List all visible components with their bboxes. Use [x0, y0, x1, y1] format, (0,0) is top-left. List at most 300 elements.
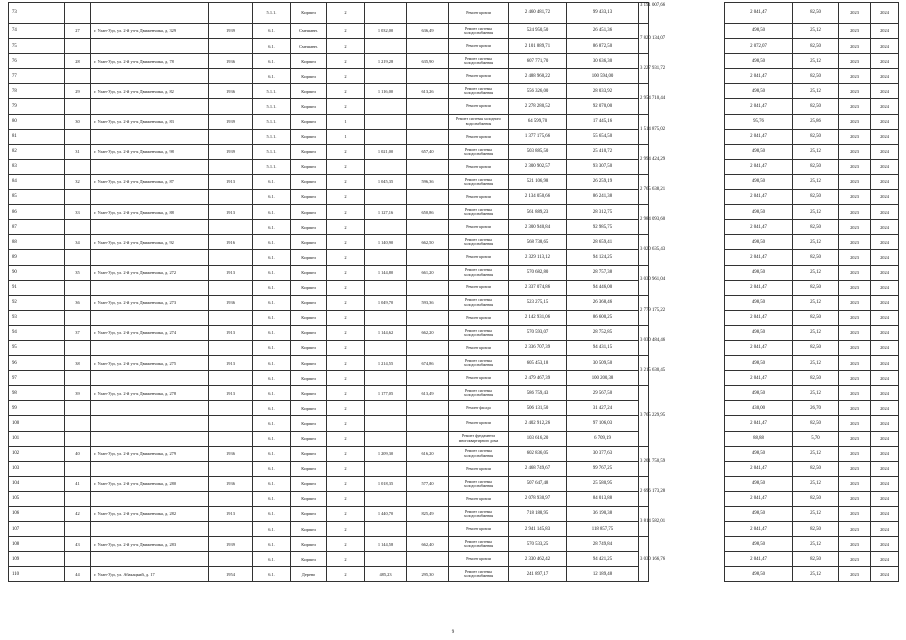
cell-object-number	[65, 401, 91, 416]
cell-build-year: 1936	[209, 446, 253, 461]
cell-living-area	[407, 280, 449, 295]
cell-address	[91, 552, 209, 567]
cell-build-year: 1936	[209, 84, 253, 99]
cell-group-total: 3 814 582,01	[639, 507, 649, 537]
cell-wall-code: 6.1.	[253, 537, 291, 552]
cell-address: г. Улан-Удэ, ул. 2-й уч-к Движенчика, д. 78	[91, 54, 209, 69]
cell-limit-cost: 82,50	[793, 69, 839, 84]
cell-end-year: 2024	[871, 461, 899, 476]
cell-work-cost: 2 330 462,42	[509, 552, 567, 567]
cell-work-cost: 241 897,17	[509, 567, 567, 582]
cell-address: г. Улан-Удэ, ул. 2-й уч-к Движенчика, д. 87	[91, 174, 209, 189]
cell-total-area: 1 209,30	[365, 446, 407, 461]
table-row	[9, 205, 899, 220]
cell-row-number: 93	[9, 310, 65, 325]
cell-wall-code: 6.1.	[253, 39, 291, 54]
cell-work-type: Ремонт системы холодоснабжения	[449, 567, 509, 582]
cell-wall-material: Кирпич	[291, 190, 327, 205]
cell-wall-code: 6.1.	[253, 356, 291, 371]
cell-object-number: 29	[65, 84, 91, 99]
cell-living-area: 662,40	[407, 537, 449, 552]
cell-work-type: Ремонт системы холодоснабжения	[449, 356, 509, 371]
table-row	[9, 552, 899, 567]
cell-wall-material: Кирпич	[291, 205, 327, 220]
cell-unit-cost: 498,50	[725, 144, 793, 159]
cell-living-area	[407, 340, 449, 355]
cell-end-year: 2024	[871, 24, 899, 39]
cell-build-year	[209, 129, 253, 144]
cell-work-type: Ремонт системы холодоснабжения	[449, 144, 509, 159]
cell-wall-code: 6.1.	[253, 522, 291, 537]
cell-unit-cost: 498,50	[725, 507, 793, 522]
cell-build-year: 1939	[209, 24, 253, 39]
cell-end-year: 2024	[871, 84, 899, 99]
cell-start-year: 2023	[839, 552, 871, 567]
cell-address: г. Улан-Удэ, ул. 2-й уч-к Движенчика, д. 274	[91, 325, 209, 340]
cell-other-cost: 30 377,63	[567, 446, 639, 461]
cell-end-year: 2024	[871, 386, 899, 401]
cell-floors: 2	[327, 552, 365, 567]
cell-other-cost: 31 427,24	[567, 401, 639, 416]
cell-wall-material: Кирпич	[291, 325, 327, 340]
table-row	[9, 39, 899, 54]
cell-build-year	[209, 371, 253, 386]
cell-floors: 2	[327, 250, 365, 265]
cell-unit-cost: 2 041,47	[725, 3, 793, 24]
cell-living-area	[407, 522, 449, 537]
cell-total-area	[365, 3, 407, 24]
cell-unit-cost: 2 041,47	[725, 99, 793, 114]
cell-wall-material: Кирпич	[291, 265, 327, 280]
cell-end-year: 2024	[871, 69, 899, 84]
cell-wall-material: Смешанн.	[291, 24, 327, 39]
cell-limit-cost: 82,50	[793, 522, 839, 537]
cell-other-cost: 25 580,95	[567, 476, 639, 491]
cell-work-type: Ремонт системы холодоснабжения	[449, 205, 509, 220]
cell-address	[91, 250, 209, 265]
cell-living-area: 613,26	[407, 84, 449, 99]
cell-build-year	[209, 69, 253, 84]
cell-floors: 2	[327, 537, 365, 552]
cell-address: г. Улан-Удэ, ул. 2-й уч-к Движенчика, д. 279	[91, 446, 209, 461]
cell-other-cost: 86 600,25	[567, 310, 639, 325]
table-row	[9, 129, 899, 144]
cell-limit-cost: 82,50	[793, 250, 839, 265]
cell-total-area	[365, 552, 407, 567]
cell-build-year: 1913	[209, 386, 253, 401]
cell-unit-cost: 498,50	[725, 54, 793, 69]
cell-row-number: 84	[9, 174, 65, 189]
cell-living-area	[407, 491, 449, 506]
cell-row-number: 86	[9, 205, 65, 220]
cell-living-area	[407, 99, 449, 114]
cell-living-area: 825,49	[407, 507, 449, 522]
cell-wall-code: 5.1.1.	[253, 84, 291, 99]
cell-living-area: 596,36	[407, 174, 449, 189]
cell-end-year: 2024	[871, 401, 899, 416]
capital-repair-table	[8, 2, 899, 582]
cell-work-type: Ремонт системы холодоснабжения	[449, 235, 509, 250]
cell-start-year: 2023	[839, 3, 871, 24]
cell-floors: 2	[327, 174, 365, 189]
table-row	[9, 84, 899, 99]
cell-build-year	[209, 220, 253, 235]
cell-floors: 2	[327, 476, 365, 491]
cell-group-total: 2 779 175,22	[639, 295, 649, 325]
cell-end-year: 2024	[871, 522, 899, 537]
cell-limit-cost: 25,12	[793, 386, 839, 401]
cell-object-number	[65, 39, 91, 54]
cell-start-year: 2023	[839, 114, 871, 129]
cell-wall-material: Кирпич	[291, 220, 327, 235]
cell-wall-material: Кирпич	[291, 84, 327, 99]
cell-total-area: 1 219,28	[365, 54, 407, 69]
cell-unit-cost: 2 041,47	[725, 371, 793, 386]
page-number-text: 9	[451, 630, 455, 635]
cell-end-year: 2024	[871, 174, 899, 189]
cell-work-cost: 2 278 280,52	[509, 99, 567, 114]
cell-row-number: 75	[9, 39, 65, 54]
cell-object-number	[65, 552, 91, 567]
cell-unit-cost: 498,50	[725, 356, 793, 371]
cell-group-total: 2 994 424,29	[639, 144, 649, 174]
cell-object-number	[65, 340, 91, 355]
cell-work-type: Ремонт системы холодоснабжения	[449, 265, 509, 280]
table-row	[9, 54, 899, 69]
cell-living-area	[407, 39, 449, 54]
cell-wall-material: Кирпич	[291, 401, 327, 416]
cell-object-number: 43	[65, 537, 91, 552]
cell-end-year: 2024	[871, 340, 899, 355]
cell-wall-code: 5.1.1.	[253, 114, 291, 129]
cell-total-area	[365, 401, 407, 416]
cell-start-year: 2023	[839, 371, 871, 386]
cell-unit-cost: 2 041,47	[725, 491, 793, 506]
cell-wall-code: 5.1.1.	[253, 99, 291, 114]
cell-limit-cost: 25,12	[793, 567, 839, 582]
cell-limit-cost: 25,86	[793, 114, 839, 129]
cell-row-number: 79	[9, 99, 65, 114]
cell-end-year: 2024	[871, 39, 899, 54]
table-row	[9, 431, 899, 446]
cell-work-type: Ремонт системы холодоснабжения	[449, 174, 509, 189]
cell-address: г. Улан-Удэ, ул. 2-й уч-к Движенчика, д. 282	[91, 507, 209, 522]
cell-other-cost: 84 013,88	[567, 491, 639, 506]
table-row	[9, 24, 899, 39]
cell-object-number: 39	[65, 386, 91, 401]
cell-total-area: 1 177,05	[365, 386, 407, 401]
cell-other-cost: 28 757,38	[567, 265, 639, 280]
cell-group-total: 3 191 007,66	[639, 3, 649, 24]
cell-work-cost: 570 682,80	[509, 265, 567, 280]
cell-start-year: 2023	[839, 99, 871, 114]
cell-build-year: 1913	[209, 265, 253, 280]
cell-floors: 2	[327, 190, 365, 205]
cell-living-area	[407, 220, 449, 235]
cell-work-cost: 2 134 050,66	[509, 190, 567, 205]
cell-address	[91, 129, 209, 144]
cell-work-type: Ремонт кровли	[449, 39, 509, 54]
cell-living-area	[407, 69, 449, 84]
cell-group-total: 2 984 093,60	[639, 205, 649, 235]
cell-total-area	[365, 431, 407, 446]
cell-end-year: 2024	[871, 114, 899, 129]
cell-build-year: 1916	[209, 235, 253, 250]
cell-limit-cost: 82,50	[793, 371, 839, 386]
cell-limit-cost: 82,50	[793, 340, 839, 355]
cell-object-number	[65, 522, 91, 537]
cell-row-number: 106	[9, 507, 65, 522]
cell-wall-material: Кирпич	[291, 295, 327, 310]
cell-work-type: Ремонт системы холодоснабжения	[449, 54, 509, 69]
table-row	[9, 174, 899, 189]
cell-work-cost: 556 326,00	[509, 84, 567, 99]
cell-row-number: 108	[9, 537, 65, 552]
cell-wall-code: 6.1.	[253, 235, 291, 250]
cell-floors: 2	[327, 431, 365, 446]
cell-build-year	[209, 491, 253, 506]
cell-wall-code: 6.1.	[253, 220, 291, 235]
cell-wall-material: Кирпич	[291, 235, 327, 250]
cell-object-number: 30	[65, 114, 91, 129]
cell-unit-cost: 430,00	[725, 401, 793, 416]
cell-floors: 1	[327, 114, 365, 129]
cell-build-year	[209, 99, 253, 114]
cell-limit-cost: 82,50	[793, 491, 839, 506]
cell-total-area: 1 021,00	[365, 144, 407, 159]
cell-floors: 2	[327, 39, 365, 54]
cell-build-year: 1913	[209, 356, 253, 371]
cell-other-cost: 28 749,84	[567, 537, 639, 552]
cell-limit-cost: 25,12	[793, 325, 839, 340]
cell-floors: 2	[327, 235, 365, 250]
cell-start-year: 2023	[839, 265, 871, 280]
cell-unit-cost: 498,50	[725, 325, 793, 340]
cell-end-year: 2024	[871, 325, 899, 340]
cell-unit-cost: 498,50	[725, 84, 793, 99]
cell-wall-code: 6.1.	[253, 250, 291, 265]
cell-living-area: 593,36	[407, 295, 449, 310]
cell-address: г. Улан-Удэ, ул. 2-й уч-к Движенчика, д. 272	[91, 265, 209, 280]
cell-living-area: 674,86	[407, 356, 449, 371]
table-row	[9, 476, 899, 491]
cell-total-area: 1 032,00	[365, 24, 407, 39]
cell-unit-cost: 498,50	[725, 386, 793, 401]
table-row	[9, 325, 899, 340]
cell-group-total: 2 954 710,44	[639, 84, 649, 114]
cell-object-number: 27	[65, 24, 91, 39]
cell-row-number: 104	[9, 476, 65, 491]
cell-start-year: 2023	[839, 507, 871, 522]
cell-build-year: 1936	[209, 295, 253, 310]
cell-other-cost: 26 259,19	[567, 174, 639, 189]
table-row	[9, 567, 899, 582]
cell-other-cost: 100 594,00	[567, 69, 639, 84]
table-row	[9, 280, 899, 295]
cell-total-area: 1 214,55	[365, 356, 407, 371]
cell-row-number: 74	[9, 24, 65, 39]
cell-work-cost: 2 479 467,39	[509, 371, 567, 386]
cell-address	[91, 461, 209, 476]
cell-address: г. Улан-Удэ, ул. 2-й уч-к Движенчика, д. 82	[91, 84, 209, 99]
cell-wall-code: 6.1.	[253, 190, 291, 205]
cell-end-year: 2024	[871, 476, 899, 491]
table-row	[9, 190, 899, 205]
cell-work-type: Ремонт системы холодоснабжения	[449, 386, 509, 401]
cell-object-number	[65, 250, 91, 265]
cell-other-cost: 86 872,50	[567, 39, 639, 54]
cell-wall-code: 6.1.	[253, 491, 291, 506]
cell-total-area: 1 144,58	[365, 537, 407, 552]
cell-group-total: 3 227 931,72	[639, 54, 649, 84]
cell-unit-cost: 2 041,47	[725, 69, 793, 84]
cell-floors: 2	[327, 69, 365, 84]
cell-object-number	[65, 69, 91, 84]
cell-floors: 2	[327, 340, 365, 355]
cell-unit-cost: 2 041,47	[725, 552, 793, 567]
cell-unit-cost: 88,88	[725, 431, 793, 446]
cell-build-year	[209, 461, 253, 476]
cell-build-year	[209, 522, 253, 537]
document-page	[8, 2, 898, 582]
cell-end-year: 2024	[871, 537, 899, 552]
cell-wall-material: Кирпич	[291, 250, 327, 265]
cell-address	[91, 39, 209, 54]
cell-limit-cost: 25,12	[793, 174, 839, 189]
cell-living-area: 661,20	[407, 265, 449, 280]
cell-wall-material: Кирпич	[291, 476, 327, 491]
cell-wall-material: Кирпич	[291, 416, 327, 431]
cell-limit-cost: 25,12	[793, 54, 839, 69]
cell-wall-code: 6.1.	[253, 446, 291, 461]
cell-work-type: Ремонт системы холодоснабжения	[449, 507, 509, 522]
cell-living-area	[407, 3, 449, 24]
cell-wall-material: Кирпич	[291, 371, 327, 386]
cell-living-area: 613,49	[407, 386, 449, 401]
cell-wall-code: 6.1.	[253, 174, 291, 189]
cell-total-area	[365, 99, 407, 114]
cell-work-type: Ремонт фундамента многоквартирного дома	[449, 431, 509, 446]
cell-other-cost: 99 767,25	[567, 461, 639, 476]
cell-limit-cost: 82,50	[793, 159, 839, 174]
cell-floors: 2	[327, 522, 365, 537]
cell-end-year: 2024	[871, 3, 899, 24]
cell-total-area	[365, 461, 407, 476]
cell-object-number: 34	[65, 235, 91, 250]
cell-total-area: 1 049,70	[365, 295, 407, 310]
cell-living-area: 657,40	[407, 144, 449, 159]
cell-wall-code: 6.1.	[253, 69, 291, 84]
cell-work-type: Ремонт кровли	[449, 461, 509, 476]
cell-end-year: 2024	[871, 431, 899, 446]
cell-floors: 2	[327, 491, 365, 506]
cell-unit-cost: 2 041,47	[725, 280, 793, 295]
cell-address: г. Улан-Удэ, ул. 2-й уч-к Движенчика, д. 329	[91, 24, 209, 39]
cell-wall-code: 6.1.	[253, 24, 291, 39]
cell-row-number: 92	[9, 295, 65, 310]
cell-work-type: Ремонт кровли	[449, 220, 509, 235]
cell-total-area	[365, 69, 407, 84]
cell-work-type: Ремонт кровли	[449, 3, 509, 24]
cell-other-cost: 30 509,50	[567, 356, 639, 371]
cell-work-type: Ремонт кровли	[449, 340, 509, 355]
cell-wall-code: 6.1.	[253, 401, 291, 416]
cell-group-total: 1 514 875,02	[639, 114, 649, 144]
cell-living-area: 577,40	[407, 476, 449, 491]
cell-build-year: 1939	[209, 114, 253, 129]
cell-row-number: 100	[9, 416, 65, 431]
cell-work-type: Ремонт системы холодоснабжения	[449, 295, 509, 310]
cell-wall-code: 6.1.	[253, 280, 291, 295]
cell-limit-cost: 5,70	[793, 431, 839, 446]
cell-total-area: 1 045,35	[365, 174, 407, 189]
cell-limit-cost: 82,50	[793, 99, 839, 114]
cell-floors: 2	[327, 144, 365, 159]
cell-start-year: 2023	[839, 401, 871, 416]
cell-limit-cost: 25,12	[793, 144, 839, 159]
cell-build-year: 1913	[209, 325, 253, 340]
cell-living-area: 662,20	[407, 325, 449, 340]
cell-start-year: 2023	[839, 567, 871, 582]
cell-address	[91, 401, 209, 416]
cell-end-year: 2024	[871, 310, 899, 325]
cell-total-area: 485,23	[365, 567, 407, 582]
cell-floors: 2	[327, 461, 365, 476]
cell-row-number: 88	[9, 235, 65, 250]
cell-row-number: 87	[9, 220, 65, 235]
cell-address	[91, 69, 209, 84]
cell-work-type: Ремонт кровли	[449, 69, 509, 84]
cell-row-number: 101	[9, 431, 65, 446]
cell-address	[91, 3, 209, 24]
cell-end-year: 2024	[871, 220, 899, 235]
cell-object-number: 36	[65, 295, 91, 310]
cell-other-cost: 29 567,50	[567, 386, 639, 401]
cell-object-number: 40	[65, 446, 91, 461]
cell-living-area	[407, 190, 449, 205]
cell-row-number: 82	[9, 144, 65, 159]
cell-work-type: Ремонт системы холодоснабжения	[449, 24, 509, 39]
cell-end-year: 2024	[871, 54, 899, 69]
cell-limit-cost: 82,50	[793, 552, 839, 567]
cell-group-total: 3 215 630,45	[639, 356, 649, 386]
cell-start-year: 2023	[839, 54, 871, 69]
cell-work-cost: 2 336 707,39	[509, 340, 567, 355]
cell-work-type: Ремонт системы холодоснабжения	[449, 84, 509, 99]
cell-work-type: Ремонт кровли	[449, 310, 509, 325]
cell-end-year: 2024	[871, 356, 899, 371]
cell-object-number: 44	[65, 567, 91, 582]
table-row	[9, 356, 899, 371]
cell-group-total: 3 030 961,04	[639, 265, 649, 295]
cell-floors: 2	[327, 3, 365, 24]
table-row	[9, 69, 899, 84]
cell-start-year: 2023	[839, 220, 871, 235]
cell-row-number: 107	[9, 522, 65, 537]
cell-build-year	[209, 431, 253, 446]
cell-wall-material: Кирпич	[291, 522, 327, 537]
cell-row-number: 91	[9, 280, 65, 295]
cell-work-type: Ремонт системы холодоснабжения	[449, 537, 509, 552]
cell-work-cost: 2 337 074,86	[509, 280, 567, 295]
cell-wall-material: Кирпич	[291, 537, 327, 552]
cell-start-year: 2023	[839, 356, 871, 371]
cell-start-year: 2023	[839, 416, 871, 431]
cell-living-area	[407, 310, 449, 325]
cell-wall-material: Кирпич	[291, 159, 327, 174]
cell-end-year: 2024	[871, 552, 899, 567]
cell-start-year: 2023	[839, 129, 871, 144]
